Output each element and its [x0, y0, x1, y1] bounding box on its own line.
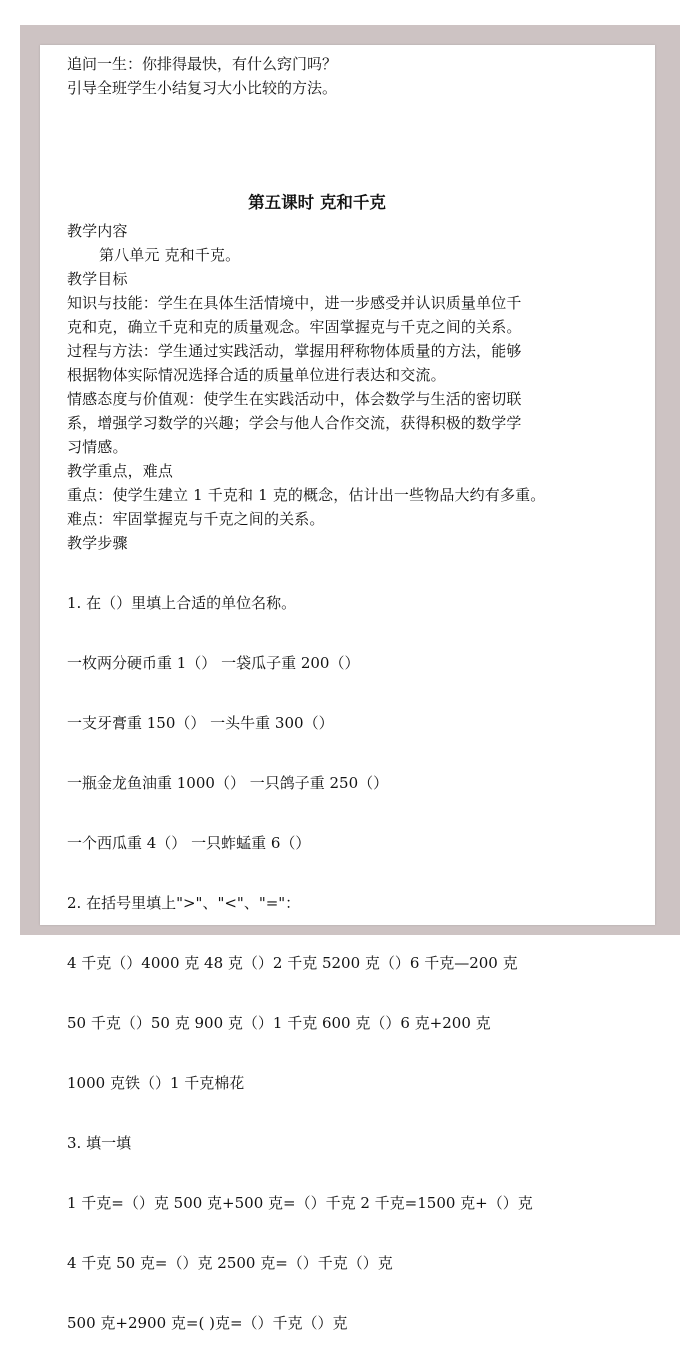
- exercise-line: 一枚两分硬币重 1（） 一袋瓜子重 200（）: [67, 654, 360, 672]
- lesson-body: [67, 219, 567, 555]
- text-line: 引导全班学生小结复习大小比较的方法。: [67, 79, 338, 97]
- text-line: 难点：牢固掌握克与千克之间的关系。: [67, 510, 325, 528]
- text-line: 克和克，确立千克和克的质量观念。牢固掌握克与千克之间的关系。: [67, 318, 522, 336]
- document-content: [67, 52, 567, 1371]
- text-line: 过程与方法：学生通过实践活动，掌握用秤称物体质量的方法，能够: [67, 342, 522, 360]
- text-line: 情感态度与价值观：使学生在实践活动中，体会数学与生活的密切联: [67, 390, 522, 408]
- exercise-line: 2. 在括号里填上">"、"<"、"="：: [67, 894, 301, 912]
- lesson-title: 第五课时 克和千克: [248, 193, 386, 212]
- exercise-line: 500 克+2900 克=( )克=（）千克（）克: [67, 1314, 348, 1332]
- text-line: 第八单元 克和千克。: [99, 246, 241, 264]
- text-line: 习情感。: [67, 438, 128, 456]
- section-heading: 教学目标: [67, 270, 128, 288]
- exercise-line: 4 千克 50 克=（）克 2500 克=（）千克（）克: [67, 1254, 393, 1272]
- exercise-line: 1000 克铁（）1 千克棉花: [67, 1074, 245, 1092]
- exercise-line: 4 千克（）4000 克 48 克（）2 千克 5200 克（）6 千克—200 克: [67, 954, 518, 972]
- text-line: 追问一生：你排得最快，有什么窍门吗？: [67, 55, 338, 73]
- exercise-line: 50 千克（）50 克 900 克（）1 千克 600 克（）6 克+200 克: [67, 1014, 491, 1032]
- exercise-line: 3. 填一填: [67, 1134, 132, 1152]
- exercise-line: 1 千克=（）克 500 克+500 克=（）千克 2 千克=1500 克+（）克: [67, 1194, 533, 1212]
- section-heading: 教学重点，难点: [67, 462, 174, 480]
- section-heading: 教学内容: [67, 222, 128, 240]
- exercise-line: 1. 在（）里填上合适的单位名称。: [67, 594, 297, 612]
- exercise-line: 一支牙膏重 150（） 一头牛重 300（）: [67, 714, 334, 732]
- spacer: [67, 100, 567, 185]
- text-line: 重点：使学生建立 1 千克和 1 克的概念，估计出一些物品大约有多重。: [67, 486, 546, 504]
- exercise-line: 一瓶金龙鱼油重 1000（） 一只鸽子重 250（）: [67, 774, 389, 792]
- text-line: 根据物体实际情况选择合适的质量单位进行表达和交流。: [67, 366, 446, 384]
- exercise-list: [67, 555, 567, 1371]
- section-heading: 教学步骤: [67, 534, 128, 552]
- text-line: 知识与技能：学生在具体生活情境中，进一步感受并认识质量单位千: [67, 294, 522, 312]
- exercise-line: 一个西瓜重 4（） 一只蚱蜢重 6（）: [67, 834, 311, 852]
- text-line: 系，增强学习数学的兴趣；学会与他人合作交流，获得积极的数学学: [67, 414, 522, 432]
